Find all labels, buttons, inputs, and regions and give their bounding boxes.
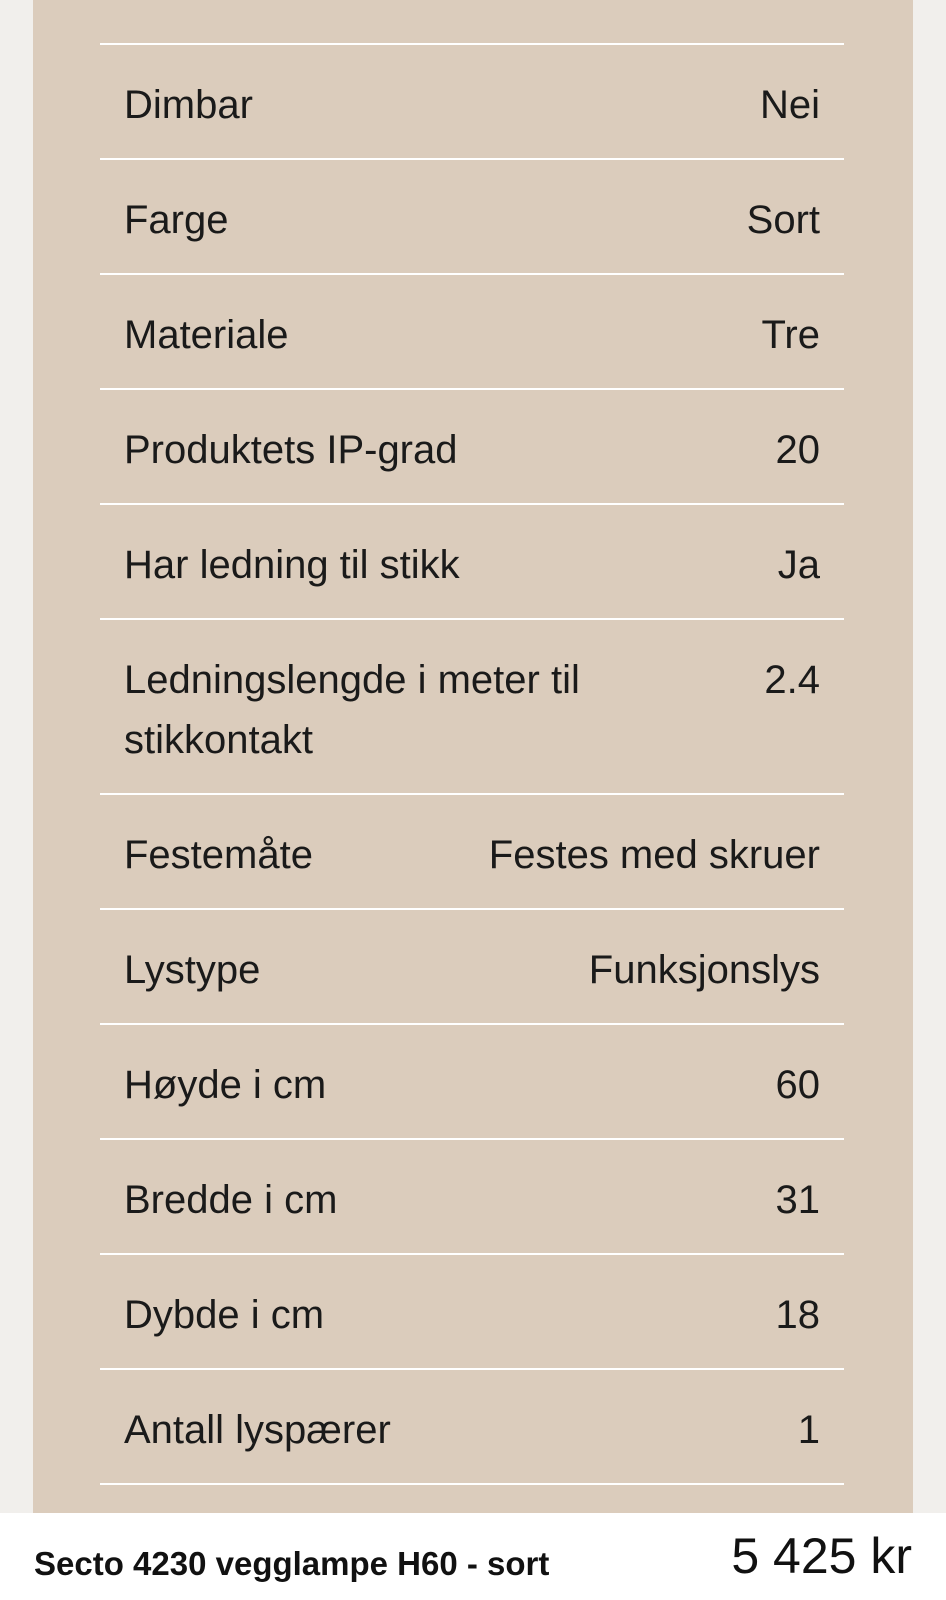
spec-value: Sort <box>746 198 820 242</box>
spec-value: Funksjonslys <box>588 948 820 992</box>
spec-row-antall-lyspaerer <box>100 1370 844 1485</box>
spec-row-dybde <box>100 1255 844 1370</box>
spec-value: 2.4 <box>764 658 820 702</box>
spec-label: Høyde i cm <box>124 1063 327 1107</box>
spec-row-festemate <box>100 795 844 910</box>
spec-label: Dimbar <box>124 83 253 127</box>
spec-value: Festes med skruer <box>488 833 820 877</box>
spec-row-lystype <box>100 910 844 1025</box>
spec-label: Lystype <box>124 948 261 992</box>
product-price: 5 425 kr <box>731 1528 912 1584</box>
spec-label: Materiale <box>124 313 289 357</box>
spec-row-ledningslengde <box>100 620 844 795</box>
spec-value: 1 <box>797 1408 820 1452</box>
spec-label: Dybde i cm <box>124 1293 325 1337</box>
spec-value: Nei <box>759 83 820 127</box>
spec-value: 31 <box>775 1178 820 1222</box>
spec-value: Tre <box>761 313 820 357</box>
spec-row-ip-grad <box>100 390 844 505</box>
spec-label: Ledningslengde i meter til stikkontakt <box>124 658 580 762</box>
spec-row-dimbar <box>100 45 844 160</box>
spec-row-hoyde <box>100 1025 844 1140</box>
spec-label: Farge <box>124 198 229 242</box>
sticky-product-bar[interactable] <box>0 1513 946 1600</box>
spec-value: 60 <box>775 1063 820 1107</box>
spec-label: Produktets IP-grad <box>124 428 458 472</box>
spec-label: Bredde i cm <box>124 1178 338 1222</box>
spec-label: Festemåte <box>124 833 313 877</box>
spec-value: Ja <box>777 543 820 587</box>
spec-label: Har ledning til stikk <box>124 543 460 587</box>
product-name: Secto 4230 vegglampe H60 - sort <box>34 1545 550 1582</box>
specifications-table <box>100 43 844 1485</box>
spec-row-materiale <box>100 275 844 390</box>
spec-value: 18 <box>775 1293 820 1337</box>
spec-row-farge <box>100 160 844 275</box>
spec-label: Antall lyspærer <box>124 1408 391 1452</box>
spec-row-bredde <box>100 1140 844 1255</box>
specifications-panel <box>33 0 913 1513</box>
spec-value: 20 <box>775 428 820 472</box>
spec-row-ledning-til-stikk <box>100 505 844 620</box>
